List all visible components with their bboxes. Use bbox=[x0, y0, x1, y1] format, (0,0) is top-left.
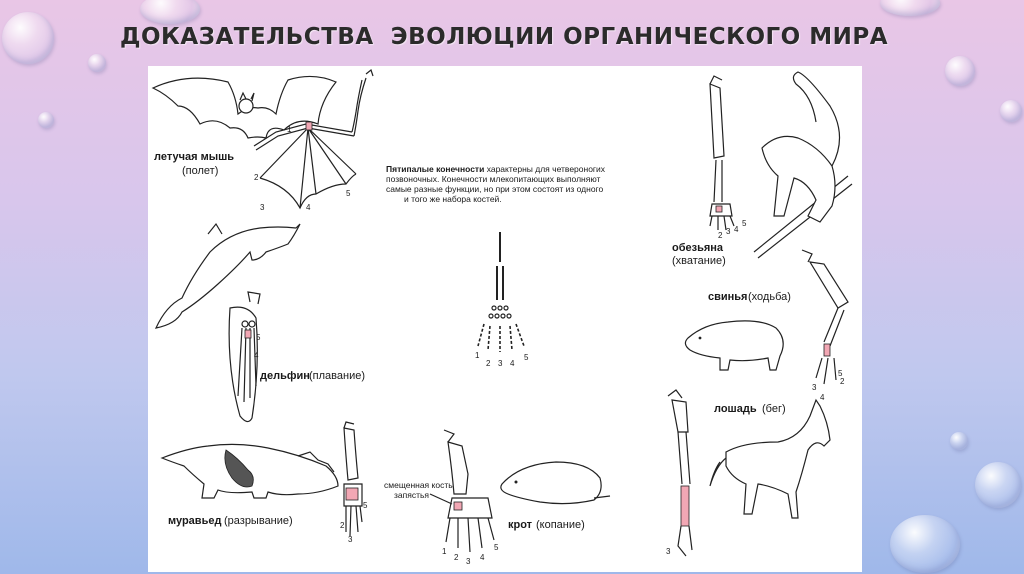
dolphin-digit-5: 5 bbox=[256, 333, 261, 342]
center-text-line1: характерны для четвероногих bbox=[484, 164, 606, 174]
bat-digit-1: 1 bbox=[287, 125, 292, 134]
anteater-function: (разрывание) bbox=[224, 515, 293, 527]
center-text-line4: и того же набора костей. bbox=[404, 194, 502, 204]
mole-note-line1: смещенная кость bbox=[384, 480, 453, 490]
water-drop bbox=[890, 515, 960, 573]
schema-digit-3: 3 bbox=[498, 359, 503, 368]
mole-digit-1: 1 bbox=[442, 547, 447, 556]
schema-digit-2: 2 bbox=[486, 359, 491, 368]
mole-figure bbox=[501, 462, 610, 504]
mole-digit-3: 3 bbox=[466, 557, 471, 566]
diagram-panel bbox=[148, 66, 862, 572]
mole-digit-4: 4 bbox=[480, 553, 485, 562]
pig-digit-3: 3 bbox=[812, 383, 817, 392]
center-description bbox=[386, 164, 606, 204]
mole-digit-5: 5 bbox=[494, 543, 499, 552]
horse-function: (бег) bbox=[762, 403, 786, 415]
schema-digit-4: 4 bbox=[510, 359, 515, 368]
pig-function: (ходьба) bbox=[748, 291, 791, 303]
pig-digit-4: 4 bbox=[820, 393, 825, 402]
monkey-digit-4: 4 bbox=[734, 225, 739, 234]
bat-digit-5: 5 bbox=[346, 189, 351, 198]
water-drop bbox=[975, 462, 1021, 508]
slide-title: ДОКАЗАТЕЛЬСТВА ЭВОЛЮЦИИ ОРГАНИЧЕСКОГО МИРА bbox=[120, 24, 889, 50]
pig-figure bbox=[685, 321, 783, 370]
monkey-label: обезьяна bbox=[672, 242, 724, 254]
anteater-digit-3: 3 bbox=[348, 535, 353, 544]
anteater-digit-2: 2 bbox=[340, 521, 345, 530]
mole-note-pointer bbox=[430, 494, 452, 504]
mole-label: крот bbox=[508, 519, 533, 531]
water-drop bbox=[2, 12, 54, 64]
mole-function: (копание) bbox=[536, 519, 585, 531]
monkey-arm-skeleton bbox=[710, 76, 734, 230]
monkey-digit-3: 3 bbox=[726, 227, 731, 236]
pig-digit-2: 2 bbox=[840, 377, 845, 386]
dolphin-figure bbox=[156, 224, 300, 328]
anteater-digit-5: 5 bbox=[363, 501, 368, 510]
dolphin-digit-4: 4 bbox=[254, 351, 259, 360]
mole-limb-skeleton bbox=[444, 430, 494, 552]
water-drop bbox=[950, 432, 968, 450]
mole-note-line2: запястья bbox=[394, 490, 430, 500]
generic-limb-schema bbox=[478, 232, 524, 352]
schema-digit-5: 5 bbox=[524, 353, 529, 362]
dolphin-function: (плавание) bbox=[309, 370, 365, 382]
center-text-line3: самые разные функции, но при этом состоят из одного bbox=[386, 184, 604, 194]
water-drop bbox=[1000, 100, 1022, 122]
schema-digit-1: 1 bbox=[475, 351, 480, 360]
bat-digit-2: 2 bbox=[254, 173, 259, 182]
monkey-figure bbox=[754, 72, 852, 258]
water-drop bbox=[88, 54, 106, 72]
monkey-digit-5: 5 bbox=[742, 219, 747, 228]
anteater-figure bbox=[162, 444, 338, 498]
bat-digit-3: 3 bbox=[260, 203, 265, 212]
water-drop bbox=[38, 112, 54, 128]
water-drop bbox=[140, 0, 200, 24]
monkey-function: (хватание) bbox=[672, 255, 726, 267]
dolphin-label: дельфин bbox=[260, 370, 310, 382]
bat-digit-4: 4 bbox=[306, 203, 311, 212]
bat-function: (полет) bbox=[182, 165, 219, 177]
horse-label: лошадь bbox=[714, 403, 757, 415]
center-text-line2: позвоночных. Конечности млекопитающих выполняют bbox=[386, 174, 601, 184]
horse-figure bbox=[710, 400, 830, 518]
monkey-digit-2: 2 bbox=[718, 231, 723, 240]
center-text-bold: Пятипалые конечности bbox=[386, 164, 485, 174]
horse-leg-skeleton bbox=[668, 390, 692, 556]
bat-label: летучая мышь bbox=[154, 151, 235, 163]
water-drop bbox=[880, 0, 940, 16]
pig-label: свинья bbox=[708, 291, 748, 303]
svg-text:Пятипалые конечности характерн bbox=[386, 164, 606, 174]
limb-diagram bbox=[148, 66, 862, 572]
pig-digit-5: 5 bbox=[838, 369, 843, 378]
horse-digit-3: 3 bbox=[666, 547, 671, 556]
mole-digit-2: 2 bbox=[454, 553, 459, 562]
pig-leg-skeleton bbox=[802, 250, 848, 384]
anteater-limb-skeleton bbox=[344, 422, 362, 536]
water-drop bbox=[945, 56, 975, 86]
anteater-label: муравьед bbox=[168, 515, 222, 527]
